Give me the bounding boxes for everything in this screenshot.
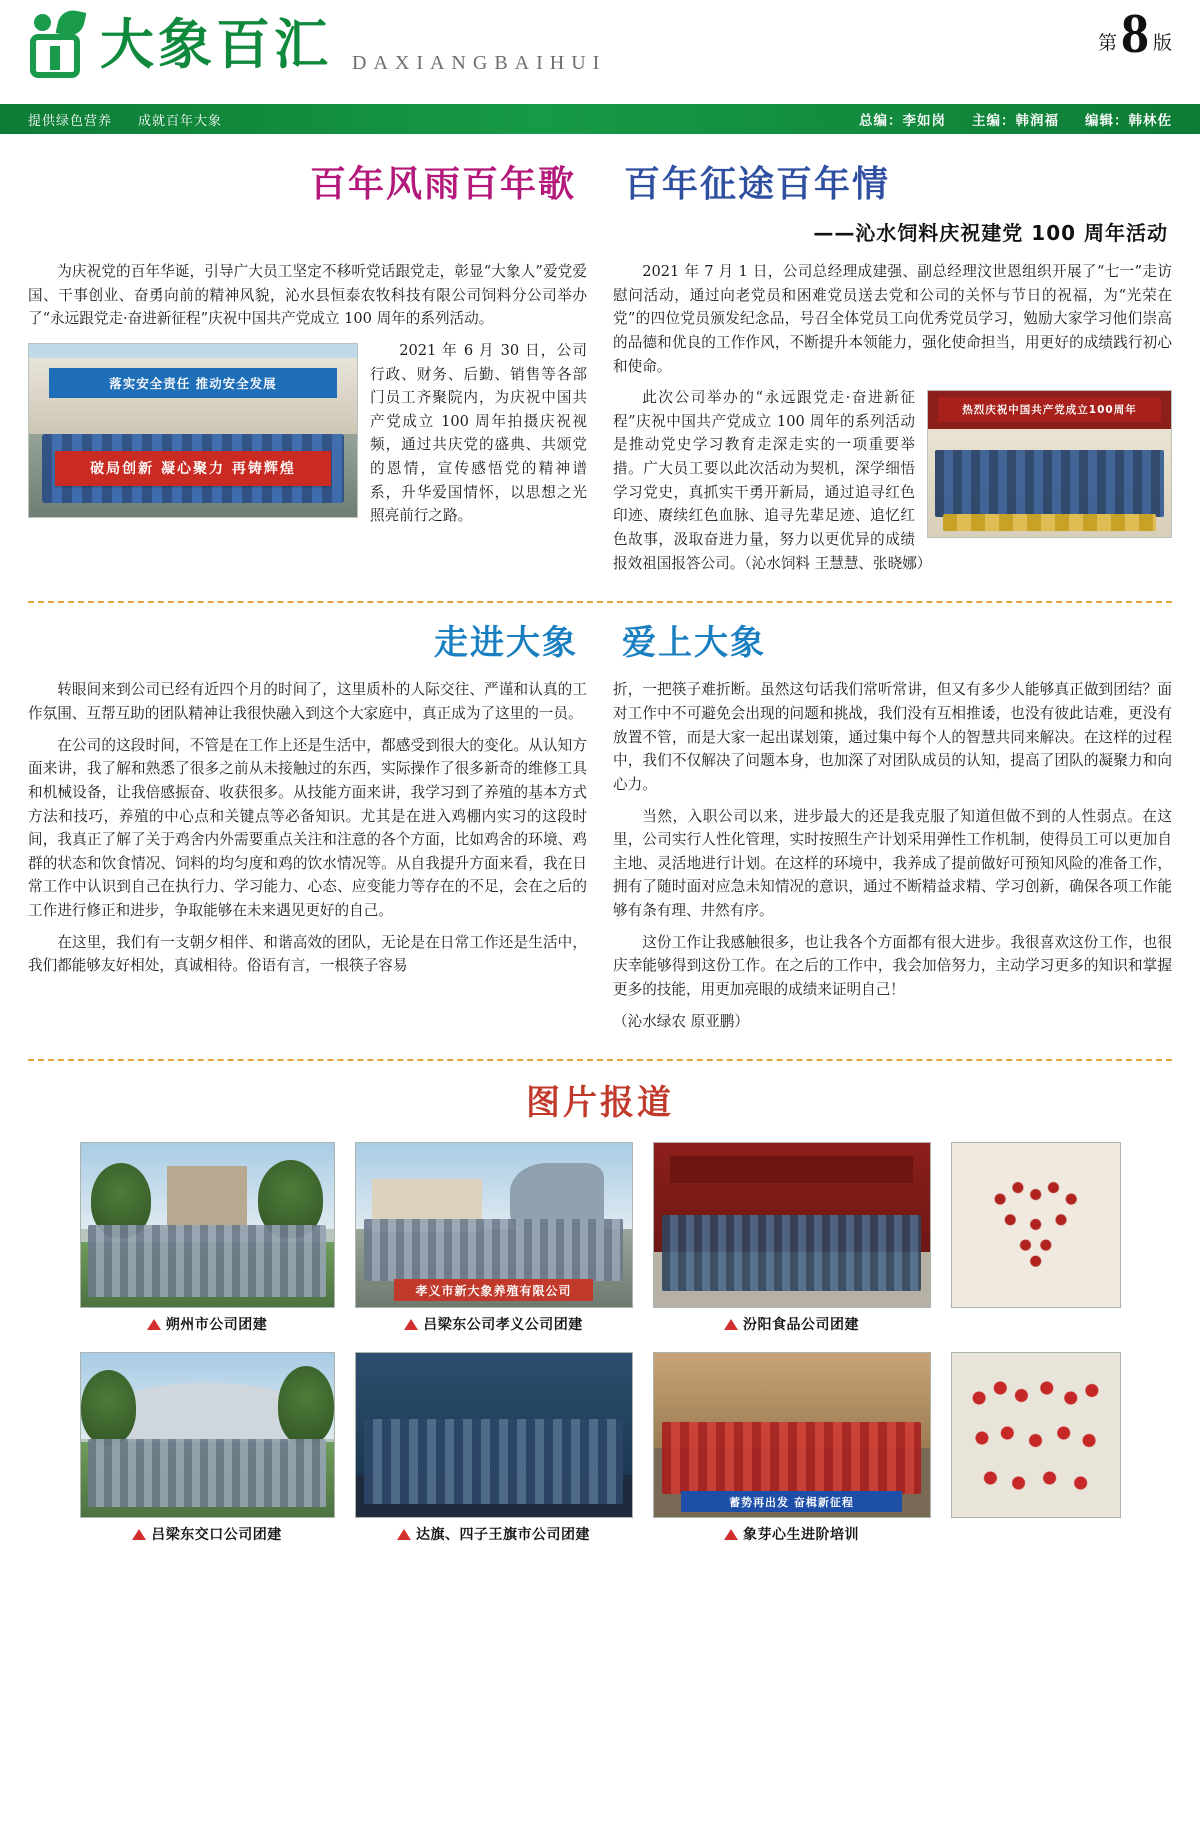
photo-image — [355, 1142, 633, 1308]
credits-group — [859, 109, 1172, 129]
photo-image — [80, 1352, 335, 1518]
paragraph: 折，一把筷子难折断。虽然这句话我们常听常讲，但又有多少人能够真正做到团结？面对工作中不可避免会出现的问题和挑战，我们没有互相推诿，也没有彼此诘难，更没有放置不管，而是大家一起出谋划策，通过集中每个人的智慧共同来解决。在这样的过程中，我们不仅解决了问题本身，也加深了对团队成员的认知，提高了团队的凝聚力和向心力。 — [613, 681, 1172, 793]
photo-image — [653, 1352, 931, 1518]
paragraph: 转眼间来到公司已经有近四个月的时间了，这里质朴的人际交往、严谨和认真的工作氛围、互帮互助的团队精神让我很快融入到这个大家庭中，真正成为了这里的一员。 — [28, 681, 587, 722]
paragraph: 为庆祝党的百年华诞，引导广大员工坚定不移听党话跟党走，彰显“大象人”爱党爱国、干事创业、奋勇向前的精神风貌，沁水县恒泰农牧科技有限公司饲料分公司举办了“永远跟党走·奋进新征程”庆祝中国共产党成立 100 周年的系列活动。 — [28, 263, 587, 328]
column-left — [28, 260, 587, 583]
photo-caption — [355, 1314, 633, 1334]
two-column-layout-two — [28, 678, 1172, 1041]
paragraph: 这份工作让我感触很多，也让我各个方面都有很大进步。我很喜欢这份工作，也很庆幸能够得到这份工作。在之后的工作中，我会加倍努力，主动学习更多的知识和掌握更多的技能，用更加亮眼的成绩来证明自己！ — [613, 933, 1172, 999]
paragraph: 此次公司举办的“永远跟党走·奋进新征程”庆祝中国共产党成立 100 周年的系列活动是推动党史学习教育走深走实的一项重要举措。广大员工要以此次活动为契机，深学细悟学习党史，真抓实干勇开新局，通过追寻红色印迹、赓续红色血脉、追寻先辈足迹、追忆红色故事，汲取奋进力量，努力以更优异的成绩报效祖国报答公司。（沁水饲料 王慧慧、张晓娜） — [613, 389, 932, 572]
section-divider-two — [28, 1059, 1172, 1061]
photo-report-section — [28, 1075, 1172, 1544]
red-triangle-icon — [724, 1319, 738, 1330]
photo-shuozhou-teambuilding — [80, 1142, 335, 1334]
photo-image — [951, 1352, 1121, 1518]
red-triangle-icon — [404, 1319, 418, 1330]
section-divider — [28, 601, 1172, 603]
logo-wrap — [28, 8, 606, 80]
photo-banner-text: 热烈庆祝中国共产党成立100周年 — [938, 397, 1162, 422]
red-triangle-icon — [132, 1529, 146, 1540]
photo-red-formation — [951, 1352, 1121, 1544]
credit-editor: 编辑：韩林佐 — [1085, 113, 1172, 129]
credit-chief-editor: 总编：李如岗 — [859, 113, 946, 129]
slogan-right: 成就百年大象 — [138, 113, 223, 129]
caption-text: 象芽心生进阶培训 — [743, 1527, 859, 1544]
slogan-group — [28, 110, 222, 129]
paragraph: 在公司的这段时间，不管是在工作上还是生活中，都感受到很大的变化。从认知方面来讲，我了解和熟悉了很多之前从未接触过的东西，实际操作了很多新奇的维修工具和机械设备，让我倍感振奋、收获很多。从技能方面来讲，我学习到了养殖的基本方式方法和技巧，养殖的中心点和关键点等必备知识。尤其是在进入鸡棚内实习的这段时间，我真正了解了关于鸡舍内外需要重点关注和注意的各个方面，比如鸡舍的环境、鸡群的状态和饮食情况、饲料的均匀度和鸡的饮水情况等。从自我提升方面来看，我在日常工作中认识到自己在执行力、学习能力、心态、应变能力等存在的不足，会在之后的工作进行修正和进步，争取能够在未来遇见更好的自己。 — [28, 736, 587, 920]
photo-image — [951, 1142, 1121, 1308]
photo-grid — [28, 1142, 1172, 1544]
headline-row — [28, 156, 1172, 207]
slogan-left: 提供绿色营养 — [28, 113, 113, 129]
column-right-two — [613, 678, 1172, 1041]
photo-banner-text: 孝义市新大象养殖有限公司 — [394, 1279, 593, 1300]
red-triangle-icon — [397, 1529, 411, 1540]
publication-title: 大象百汇 — [100, 11, 332, 76]
photo-image — [653, 1142, 931, 1308]
photo-caption — [80, 1314, 335, 1334]
byline: （沁水绿农 原亚鹏） — [613, 1012, 749, 1030]
slogan-credits-bar — [0, 104, 1200, 134]
page-number-block — [1097, 3, 1172, 67]
two-column-layout — [28, 260, 1172, 583]
photo-report-title: 图片报道 — [526, 1083, 674, 1124]
photo-daqi-siziwang — [355, 1352, 633, 1544]
caption-text: 汾阳食品公司团建 — [743, 1317, 859, 1334]
photo-caption — [653, 1524, 931, 1544]
headline-primary: 百年风雨百年歌 — [309, 163, 576, 205]
publication-title-pinyin: DAXIANGBAIHUI — [352, 52, 607, 75]
party-anniversary-visit-photo — [927, 390, 1172, 538]
caption-text: 吕梁东交口公司团建 — [151, 1527, 282, 1544]
red-triangle-icon — [724, 1529, 738, 1540]
photo-image — [80, 1142, 335, 1308]
column-right — [613, 260, 1172, 583]
caption-text: 吕梁东公司孝义公司团建 — [423, 1317, 583, 1334]
photo-xiangya-training — [653, 1352, 931, 1544]
caption-text: 朔州市公司团建 — [165, 1317, 268, 1334]
photo-image — [355, 1352, 633, 1518]
paragraph: 2021 年 6 月 30 日，公司行政、财务、后勤、销售等各部门员工齐聚院内，为庆祝中国共产党成立 100 周年拍摄庆祝视频，通过共庆党的盛典、共颂党的恩情，宣传感悟党的精神谱系，升华爱国情怀，以思想之光照亮前行之路。 — [370, 341, 587, 525]
photo-fenyang-food — [653, 1142, 931, 1334]
photo-caption — [653, 1314, 931, 1334]
photo-luliang-dong-xiaoyi — [355, 1142, 633, 1334]
column-left-two — [28, 678, 587, 1041]
page-number: 8 — [1120, 3, 1149, 65]
title-block — [100, 13, 606, 75]
credit-managing-editor: 主编：韩润福 — [972, 113, 1059, 129]
photo-luliang-dong-jiaokou — [80, 1352, 335, 1544]
page-label-prefix: 第 — [1097, 32, 1117, 55]
photo-top-banner-text: 落实安全责任 推动安全发展 — [49, 368, 338, 397]
photo-caption — [355, 1524, 633, 1544]
article-subhead: ——沁水饲料庆祝建党 100 周年活动 — [813, 221, 1168, 245]
headline-walk-into: 走进大象 — [434, 623, 578, 664]
paragraph: 2021 年 7 月 1 日，公司总经理成建强、副总经理汶世恩组织开展了“七一”走访慰问活动，通过向老党员和困难党员送去党和公司的关怀与节日的祝福，为“光荣在党”的四位党员颁发纪念品，号召全体党员工向优秀党员学习，勉励大家学习他们崇高的品德和优良的工作作风，不断提升本领能力，强化使命担当，用更好的成绩践行初心和使命。 — [613, 263, 1172, 375]
caption-text: 达旗、四子王旗市公司团建 — [416, 1527, 590, 1544]
sinshui-feed-group-photo — [28, 343, 358, 518]
paragraph: 在这里，我们有一支朝夕相伴、和谐高效的团队，无论是在日常工作还是生活中，我们都能够友好相处，真诚相待。俗语有言，一根筷子容易 — [28, 933, 587, 975]
elephant-leaf-logo-icon — [28, 8, 90, 80]
red-triangle-icon — [147, 1319, 161, 1330]
paragraph: 当然，入职公司以来，进步最大的还是我克服了知道但做不到的人性弱点。在这里，公司实行人性化管理，实时按照生产计划采用弹性工作机制，使得员工可以更加自主地、灵活地进行计划。在这样的环境中，我养成了提前做好可预知风险的准备工作，拥有了随时面对应急未知情况的意识，通过不断精益求精、学习创新，确保各项工作能够有条有理、井然有序。 — [613, 807, 1172, 920]
article-section-one — [28, 134, 1172, 583]
photo-heart-formation — [951, 1142, 1121, 1334]
masthead — [0, 0, 1200, 104]
page-label-suffix: 版 — [1152, 32, 1172, 55]
headline-fall-in-love: 爱上大象 — [622, 623, 766, 664]
photo-banner-text: 蓄势再出发 奋楫新征程 — [681, 1491, 902, 1512]
photo-banner-text: 破局创新 凝心聚力 再铸辉煌 — [55, 451, 331, 486]
article-section-two — [28, 615, 1172, 1041]
headline-row-two — [28, 615, 1172, 664]
page-content — [0, 134, 1200, 1568]
headline-secondary: 百年征途百年情 — [624, 163, 891, 205]
photo-caption — [80, 1524, 335, 1544]
